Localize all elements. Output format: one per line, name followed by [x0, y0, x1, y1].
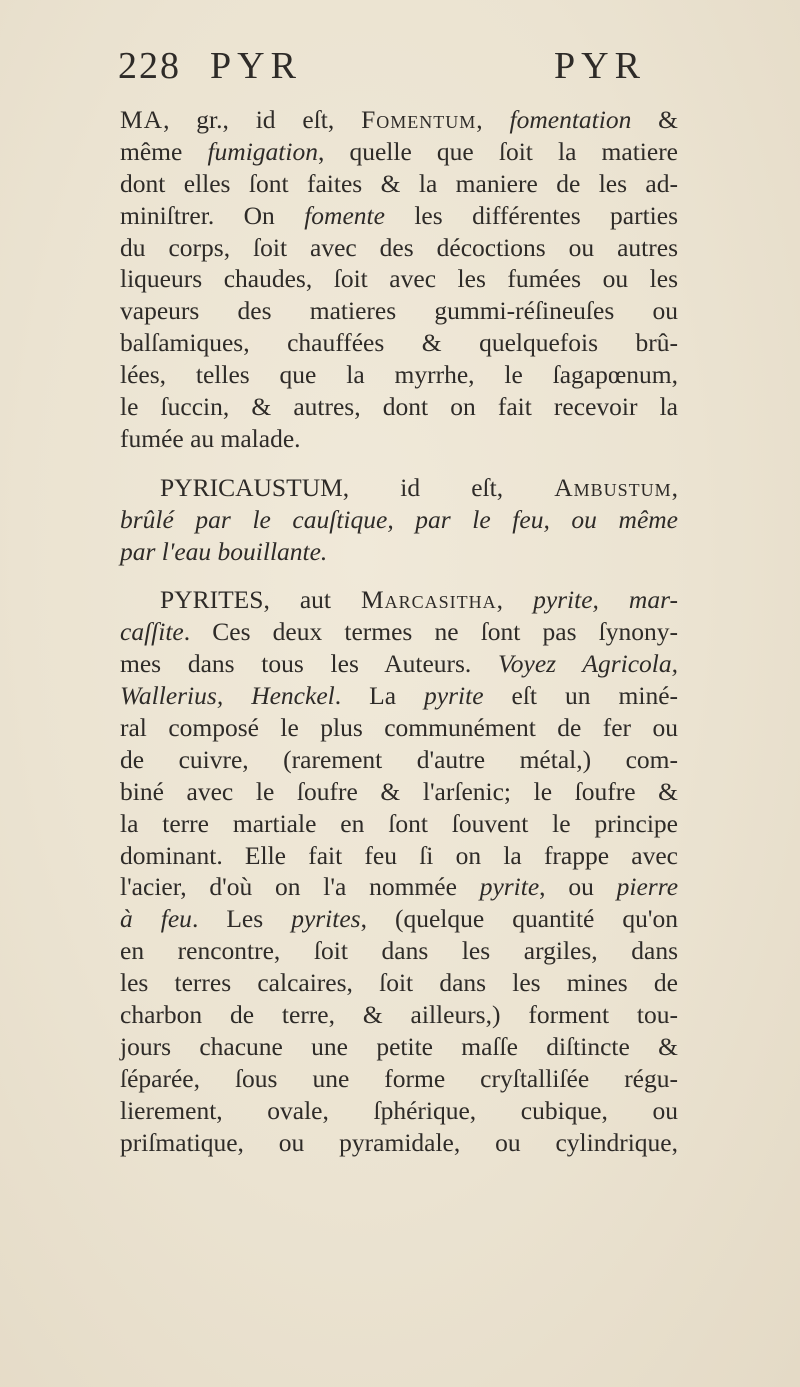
text-line: priſmatique, ou pyramidale, ou cylindrique,	[120, 1127, 678, 1157]
text-line: vapeurs des matieres gummi-réſineuſes ou	[120, 296, 678, 326]
body-text	[120, 104, 678, 1159]
text-span: . Les	[191, 904, 292, 934]
text-line: en rencontre, ſoit dans les argiles, dans	[120, 936, 678, 966]
text-line: liqueurs chaudes, ſoit avec les fumées ou les	[120, 264, 678, 294]
text-span: même	[120, 136, 208, 166]
text-span: , (quelque quantité qu'on	[360, 904, 678, 934]
italic-pyrite: pyrite	[424, 681, 484, 711]
text-line: charbon de terre, & ailleurs,) forment tou-	[120, 1000, 678, 1030]
text-line	[120, 504, 678, 536]
text-line: dominant. Elle fait feu ſi on la frappe avec	[120, 840, 678, 870]
text-line	[120, 584, 678, 616]
text-line: biné avec le ſoufre & l'arſenic; le ſoufre &	[120, 776, 678, 806]
term-fomentum: Fomentum	[361, 105, 477, 134]
italic-pyrite: pyrite	[479, 872, 540, 902]
translation-fomentation: fomentation	[509, 105, 632, 134]
text-line	[120, 136, 678, 168]
entry-pyricaustum	[120, 472, 678, 568]
text-line: lierement, ovale, ſphérique, cubique, ou	[120, 1095, 678, 1125]
text-line	[120, 680, 678, 712]
cross-reference-agricola: Voyez Agricola,	[498, 649, 678, 679]
headword-pyrites: PYRITES	[160, 585, 264, 615]
italic-a-feu: à feu	[120, 904, 192, 934]
text-span: , ou	[539, 872, 617, 902]
text-line: les terres calcaires, ſoit dans les mines de	[120, 968, 678, 998]
translation-brule-end: par l'eau bouillante.	[120, 536, 328, 566]
text-line: ſéparée, ſous une forme cryſtalliſée régu-	[120, 1063, 678, 1093]
entry-fomentum	[120, 104, 678, 455]
translation-brule: brûlé par le cauſtique, par le feu, ou même	[120, 504, 678, 534]
text-span: ,	[671, 472, 678, 502]
text-line: de cuivre, (rarement d'autre métal,) com-	[120, 744, 678, 774]
italic-fomente: fomente	[304, 200, 385, 230]
text-span: ,	[496, 585, 534, 615]
running-head-right: PYR	[554, 45, 646, 87]
text-span: l'acier, d'où on l'a nommée	[120, 872, 480, 902]
headword-pyricaustum: PYRICAUSTUM	[160, 472, 343, 502]
text-span: . La	[334, 681, 425, 711]
running-header	[118, 44, 678, 96]
text-line: ral composé le plus communément de fer ou	[120, 713, 678, 743]
text-span: ,	[476, 105, 510, 134]
italic-pyrites: pyrites	[291, 904, 361, 934]
text-line	[120, 472, 678, 504]
text-span: . Ces deux termes ne ſont pas ſynony-	[183, 617, 678, 647]
translation-cassite: caſſite	[120, 617, 184, 647]
text-span: , quelle que ſoit la matiere	[317, 136, 679, 166]
text-line: dont elles ſont faites & la maniere de les ad-	[120, 168, 678, 198]
italic-pierre: pierre	[616, 872, 679, 902]
text-span: eſt un miné-	[483, 681, 679, 711]
page-number: 228	[118, 45, 181, 87]
text-line: jours chacune une petite maſſe diſtincte &	[120, 1031, 678, 1061]
translation-pyrite: pyrite, mar-	[533, 585, 678, 615]
text-line	[120, 616, 678, 648]
text-span: mes dans tous les Auteurs.	[120, 649, 499, 679]
entry-pyrites	[120, 584, 678, 1158]
text-span: &	[631, 105, 678, 134]
term-ambustum: Ambustum	[554, 472, 672, 502]
text-line	[120, 104, 678, 136]
running-head-left: PYR	[210, 45, 302, 87]
text-span: les différentes parties	[384, 200, 679, 230]
translation-fumigation: fumigation	[207, 136, 318, 166]
text-span: , aut	[263, 585, 361, 615]
text-line: la terre martiale en ſont ſouvent le principe	[120, 808, 678, 838]
text-span: , gr., id eſt,	[163, 105, 362, 134]
text-span: , id eſt,	[342, 472, 555, 502]
text-line: le ſuccin, & autres, dont on fait recevoir la	[120, 392, 678, 422]
text-line	[120, 200, 678, 232]
cross-reference-authors: Wallerius, Henckel	[120, 681, 335, 711]
text-line	[120, 648, 678, 680]
term-ma: MA	[120, 105, 164, 134]
text-line	[120, 871, 678, 903]
text-line	[120, 903, 678, 935]
text-line: du corps, ſoit avec des décoctions ou autres	[120, 232, 678, 262]
text-line: lées, telles que la myrrhe, le ſagapœnum,	[120, 360, 678, 390]
text-line: fumée au malade.	[120, 423, 301, 453]
term-marcasitha: Marcasitha	[360, 585, 497, 615]
text-line	[120, 536, 678, 568]
text-span: miniſtrer. On	[120, 200, 305, 230]
text-line: balſamiques, chauffées & quelquefois brû-	[120, 328, 678, 358]
